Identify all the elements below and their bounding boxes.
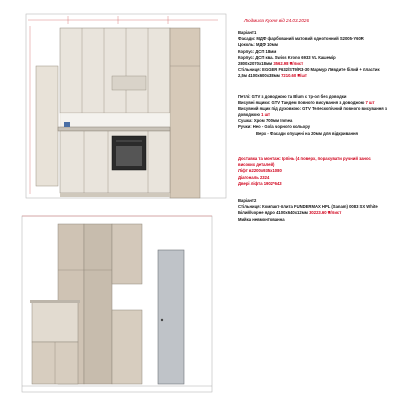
variant1-line-0: Фасади: МДФ фарбований матовий однотонний S2005-Y60R (238, 36, 364, 42)
fittings-line-1-row (238, 100, 398, 106)
delivery-block (238, 156, 398, 187)
variant2-line-1: Білий/чорне ядро 4100x640x12мм (238, 210, 308, 216)
delivery-line-1: високих деталей) (238, 162, 275, 168)
fittings-line-2-row (238, 106, 398, 117)
fittings-count-1: 7 шт (365, 100, 375, 106)
variant1-line-1: Цоколь: МДФ 10мм (238, 42, 278, 48)
variant1-price-2: 7210.60 ₴/шт (281, 73, 307, 79)
variant1-line-3: Корпус: ДСП ква. Swiss Krono 6933 VL Кашемір (238, 54, 336, 60)
kitchen-elevation-drawing-2 (8, 210, 230, 396)
variant2-line-1-row (238, 210, 398, 216)
delivery-line-2: Ліфт в2200х935х1080 (238, 168, 282, 174)
fittings-line-2: Висувний ящик під духовкою: GTV Телескопічний повного висування з доводжою (238, 106, 387, 117)
kitchen-elevation-svg-2 (8, 210, 230, 396)
variant2-line-2: Мийка невмонтованна (238, 216, 285, 222)
fittings-line-0: Петлі: GTV з доводжою та Blum с тр-ол без доводки (238, 94, 347, 99)
kitchen-elevation-svg-1 (8, 6, 236, 206)
variant1-block (238, 30, 398, 80)
variant1-line-6-row (238, 73, 398, 79)
delivery-line-4: Двері ліфта 1902*643 (238, 180, 282, 186)
variant2-heading: Варіант2 (238, 198, 257, 203)
fittings-line-4: Ручки: Нео - Gola чорного кольору (238, 124, 311, 130)
fittings-line-5: Верх - Фасади опущені на 20мм для відкривання (256, 130, 358, 136)
fittings-line-3: Сушка: Хром 700мм Inmea (238, 118, 293, 124)
delivery-line-0: Доставка та монтаж: Ірпінь (4 поверх, порахувати ручний занос (238, 156, 371, 161)
variant2-price: 30223.60 ₴/лист (309, 210, 342, 216)
variant1-line-6: 2,5м 4100x600x38мм (238, 73, 280, 79)
variant2-block (238, 198, 398, 223)
variant1-line-5: Стільниця: EGGER F632/ST9/R3-30 Мармур Лявдите білий + пластик (238, 67, 380, 73)
page-title: Людмила Кухня від 24.03.2026 (244, 18, 310, 23)
fittings-count-2: 1 шт (261, 111, 271, 117)
variant2-line-0: Стільниця: Компакт-плита FUNDERMAX HPL (Sanam) 0083 SX White (238, 204, 378, 210)
variant1-line-4: 2800x2070x18мм (238, 60, 273, 66)
fittings-block (238, 94, 398, 137)
fittings-line-1: Висувні ящики: GTV Тандем повного висування з доводжою (238, 100, 365, 106)
variant1-heading: Варіант1 (238, 30, 257, 35)
kitchen-elevation-drawing-1 (8, 6, 236, 206)
delivery-line-3: Діагональ 2324 (238, 174, 270, 180)
variant1-line-4-row (238, 61, 398, 67)
variant1-price-1: 3562.98 ₴/лист (273, 60, 304, 66)
variant1-line-2: Корпус: ДСП 18мм (238, 48, 277, 54)
